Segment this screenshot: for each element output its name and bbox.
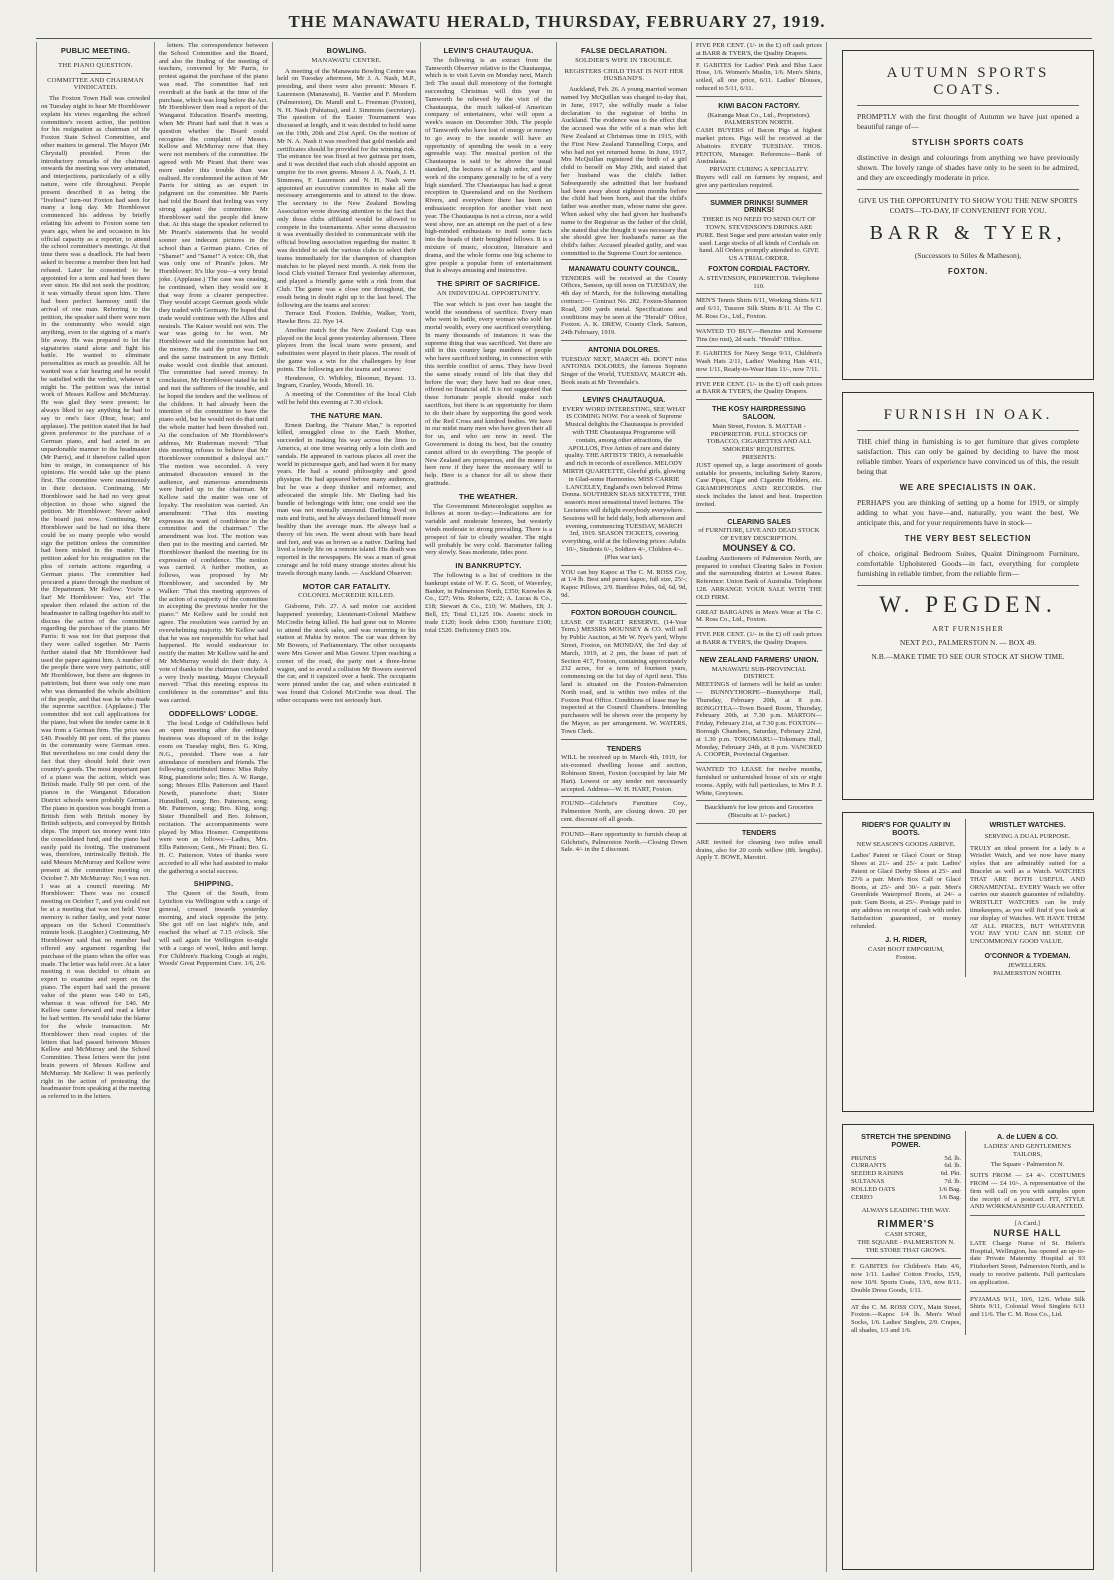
ad-body: FOUND—Gilchrist's Furniture Coy., Palmerston North, are closing down. 20 per cent. discount off all goods.: [561, 800, 687, 823]
price-item: PRUNES: [851, 1154, 877, 1162]
article-subheading: THE PIANO QUESTION.: [58, 61, 133, 69]
price-value: 1/6 Bag.: [938, 1185, 962, 1193]
ad-rimmers: [847, 1131, 966, 1335]
ad-firm-name: W. PEGDEN.: [879, 592, 1057, 617]
ad-body: F. GABITES for Ladies' Pink and Blue Lace Hose, 1/6. Women's Muslin, 1/6. Men's Shirts, soiled, all one price, 6/11. Ladies' Blouses, reduced to 5/11, 6/11.: [696, 61, 822, 92]
masthead-title: THE MANAWATU HERALD, THURSDAY, FEBRUARY 27, 1919.: [288, 12, 826, 31]
price-row: [851, 1178, 961, 1186]
article-heading: ODDFELLOWS' LODGE.: [168, 708, 259, 718]
ad-note: THE STORE THAT GROWS.: [865, 1246, 947, 1254]
article-body: Auckland, Feb. 26. A young married woman named Ivy McQuillan was charged to-day that, in June, 1917, she wilfully made a false declaration to the registrar of births in Auckland. The evidence was to the effect that the accused was the wife of a man who left New Zealand at Christmas time in 1915, with the First New Zealand Tunnelling Corps, and who had not yet returned home. In June, 1917, Mrs McQuillan registered the birth of a girl child to herself on May 29th, and stated that her husband was the child's father. Subsequently she admitted that her husband had been away about eighteen months before the child had been born, and that the child's father was another man, whose name she gave. When asked why she had given her husband's name to the Registrar as the father of the child, she stated that she thought it was necessary that she should give her husband's name as the child's father. Accused pleaded guilty, and was committed to the Supreme Court for sentence.: [561, 86, 687, 257]
ad-body: SUITS FROM — £4 4/-. COSTUMES FROM — £4 10/-. A representative of the firm will call on you with samples upon the receipt of a postcard. FIT, STYLE AND WORKMANSHIP GUARANTEED.: [970, 1172, 1085, 1211]
ad-subheading: LADIES' AND GENTLEMEN'S TAILORS,: [984, 1142, 1071, 1158]
ad-body: Leading Auctioneers of Palmerston North, are prepared to conduct Clearing Sales in Foxton and the surrounding district at Lowest Rates. Reference: Union Bank of Australia. Telephone 128. ARRANGE YOUR SALE WITH THE OLD FIRM.: [696, 554, 822, 601]
masthead-rule: [36, 38, 1092, 39]
ad-firm-sub: CASH BOOT EMPORIUM,: [868, 946, 944, 954]
ad-firm-sub: (Successors to Stiles & Matheson),: [914, 251, 1022, 260]
column-3: [273, 42, 420, 1572]
divider: [857, 430, 1079, 431]
article-body: The following is a list of creditors in the bankrupt estate of W. F. G. Scott, of Waverley, Banker, in Palmerston North, £350; Knowles & Co., £27; Wm. Roberts, £22; A. Lucas & Co., £18; Stewart & Co., £10; W. Mathers, £8; J. Bell, £5; Total £1,125 10s. Assets: stock in trade £120; book debts £300; furniture £100; total £520. Deficiency £605 10s.: [425, 572, 552, 634]
article-heading: MOTOR CAR FATALITY.: [302, 581, 391, 591]
article-body: Gisborne, Feb. 27. A sad motor car accident happened yesterday, Lieutenant-Colonel Matthew McCredie being killed. He had gone out to Morere to attend the stock sales, and was returning to his station at Mahia by motor. The car was driven by Mr Bowers, of Parliamentary. The other occupants were Mrs Gower and Miss Gower. Upon reaching a corner of the road, the party met a three-horse wagon, and to avoid a collision Mr Bowers swerved the car, and it capsized over a bank. The occupants were pinned under the car, and when extricated it was found that Colonel McCredie was dead. The other occupants were not seriously hurt.: [277, 603, 416, 704]
article-subheading: MANAWATU CENTRE.: [311, 56, 382, 64]
ad-firm-sub: ART FURNISHER: [932, 624, 1004, 633]
ad-body: TENDERS will be received at the County Offices, Sanson, up till noon on TUESDAY, the 4th day of March, for the following metalling contract:— Contract No. 282. Foxton-Shannon Road, 200 yards metal. Specifications and conditions may be seen at the "Herald" Office, Foxton. A. K. DREW, County Clerk. Sanson, 24th February, 1919.: [561, 274, 687, 337]
column-6: [692, 42, 826, 1572]
ad-firm-name: NURSE HALL: [993, 1227, 1062, 1238]
price-item: CEREO: [851, 1193, 873, 1201]
ad-heading: FOXTON BOROUGH COUNCIL.: [570, 607, 678, 617]
article-heading: FALSE DECLARATION.: [581, 46, 667, 55]
ad-subheading: SERVING A DUAL PURPOSE.: [984, 832, 1071, 840]
divider: [970, 1215, 1085, 1216]
price-row: [851, 1162, 961, 1170]
ad-firm-sub: CASH STORE,: [885, 1230, 927, 1238]
ad-body: LATE Charge Nurse of St. Helen's Hospital, Wellington, has opened an up-to-date Private Maternity Hospital at 93 Fitzherbert Street, Palmerston North, and is ready to receive patients. Full particulars on application.: [970, 1239, 1085, 1286]
ad-body: JUST opened up, a large assortment of goods suitable for presents, including Safety Razors, Case Pipes, Cigar and Cigarette Holders, etc. GRAMOPHONES AND RECORDS. Our stock includes the latest and best. Inspection invited.: [696, 461, 822, 508]
ad-body: WANTED TO BUY.—Benzine and Kerosene Tins (no rust), 2d each. "Herald" Office.: [696, 327, 822, 343]
ad-body: PYJAMAS 9/11, 10/6, 12/6. White Silk Shirts 9/11, Colonial Wool Singlets 6/11 and 11/6. The C. M. Ross Co., Ltd.: [970, 1295, 1085, 1319]
ad-body: A. STEVENSON, PROPRIETOR. Telephone 110.: [698, 274, 820, 290]
ad-body: AT the C. M. ROSS COY., Main Street, Foxton.—Kapoc 1/4 lb. Men's Wool Socks, 1/6. Ladies' Singlets, 2/9. Crapes, all shades, 1/3 and 1/6.: [851, 1303, 962, 1334]
ad-body: WILL be received up to March 4th, 1919, for six-roomed dwelling house and section, Robinson Street, Foxton (occupied by late Mr Hart). Lowest or any tender not necessarily accepted. Address—W. H. HART, Foxton.: [561, 754, 687, 793]
ad-wristlet-watches: [966, 819, 1089, 977]
ad-text: distinctive in design and colourings from anything we have previously shown. The lovely range of shades have only to be seen to be admired, and they are exceedingly moderate in price.: [857, 153, 1079, 182]
ad-address: THE SQUARE - PALMERSTON N.: [857, 1238, 955, 1246]
ad-body: F. GABITES for Children's Hats 4/6, now 1/11. Ladies' Cotton Frocks, 15/9, now 10/9. Sports Coats, 13/6, now 8/11. Double Dress Goods, 1/11.: [851, 1263, 962, 1294]
ad-heading: NEW ZEALAND FARMERS' UNION.: [699, 654, 819, 664]
ad-body: GREAT BARGAINS in Men's Wear at The C. M. Ross Co., Ltd., Foxton.: [696, 608, 822, 624]
ad-subheading: PRESENTS:: [741, 454, 777, 462]
ad-heading: THE KOSY HAIRDRESSING SALOON.: [712, 404, 806, 422]
price-value: 1/6 Bag.: [938, 1193, 962, 1201]
price-item: SEEDED RAISINS: [851, 1170, 904, 1178]
article-body: A meeting of the Manawatu Bowling Centre was held on Tuesday afternoon, Mr J. A. Nash, M.P., presiding, and there were also present: Messrs F. Laurenson (Manawatu), R. Vantier and F. Mordern (Palmerston), Dr. Mandl and L. Freeman (Foxton), N. H. Nash (Pahiatua), and J. Simmons (secretary). The question of the Easter Tournament was discussed at length, and it was decided to hold same on the 19th, 20th and 21st April. On the motion of Mr N. A. Nash it was resolved that gold medals and certificates should be provided for the winning rink. The entrance fee was fixed at two guineas per team, and it was decided that each club should appoint an umpire for its own greens. Messrs J. A. Nash, J. H. Simmons, F. Laurenson and N. H. Nash were appointed an executive committee to make all the necessary arrangements and to attend to the draw. The secretary to the New Zealand Bowling Association wrote drawing attention to the fact that only those clubs affiliated would be allowed to compete in the tournaments. After some discussion it was eventually decided to communicate with the official bowling association regarding the matter. It was decided to ask the various clubs to select their teams immediately for the champion of champion matches to be played next month. A rink from the local Club visited Terrace End yesterday afternoon, and played a friendly game with a rink from that Club. The game was a close one throughout, the result being in doubt right up to the last bowl. The following are the teams and scores:: [277, 67, 416, 309]
ad-heading: TENDERS: [741, 827, 777, 837]
article-body: A meeting of the Committee of the local Club will be held this evening at 7.30 o'clock.: [277, 391, 416, 407]
ad-body: MEN'S Tennis Shirts 6/11, Working Shirts 6/11 and 6/11, Tussore Silk Shirts 8/11. At The C. M. Ross Co., Ltd., Foxton.: [696, 297, 822, 320]
ad-address: The Square - Palmerston N.: [990, 1161, 1065, 1169]
divider: [970, 1291, 1085, 1292]
article-body: The Foxton Town Hall was crowded on Tuesday night to hear Mr Hornblower explain his views regarding the school committee's recent action, the petition for his resignation as chairman of the Foxton State School Committee, and other matters in general. The Mayor (Mr Chrystall) presided. From the introductory remarks of the chairman onwards the meeting was very animated, and interjections, particularly of a silly nature, were rife throughout. People present described it as being the "liveliest" turn-out Foxton had seen for many a long day. Mr Hornblower commenced his address by briefly relating his advent to Foxton some ten years ago, when he and occasion in his official capacity as a reporter, to attend the school committee's meetings. At that time there was a deadlock. He had been asked to become a member then but had refused. Later he consented to be appointed for a term and had been there ever since. He did not seek the position; it was virtually thrust upon him. There had been perfect harmony until the arrival of one man. Referring to the petition, the speaker said there were men in the community who would sign anything, even to the signing of a man's life away. He was prepared to let the signatories stand alone and fight his battle. He wanted to eliminate personalities as much as possible. All he wanted was a fair hearing and he would be satisfied with the verdict, whatever it might be. The petition was the initial work of Messrs Kellow and McMurray. He was glad they were present; he always liked to say anything he had to say to one's face (Hear, hear; and applause). The petition stated that he had given preference to the purchase of a German piano, and had acted in an unpardonable manner to the headmaster (Mr Parris), and it therefore called upon him to resign, in consequence of his opinions. He would take up the piano first. The committee were unanimously in their decision. Continuing, Mr Hornblower said he had no very great objection to those who signed the petition. Mr Hornblower: Never asked the board just now. Continuing, Mr Hornblower said he had no idea there could be so many people who would sign the petition unless the committee had been misled in the matter. The petition asked for his resignation on the plea of certain actions regarding a German piano. The committee had procured a piano through the medium of the Department. Mr Kellow: You're a liar! Mr Hornblower: Yes, sir! The speaker then related the action of the headmaster in calling together his staff to discuss the action of the committee regarding the purchase of the piano. Mr Parris: It was not for that purpose that they were called together. Mr Parris further stated that Mr Hornblower had used the paper against him. A number of the people there were very patriotic, still Mr Hornblower, but there are degrees in patriotism, but there was only one man who was demanded the whole abolition of the people, and that was he who made the supreme sacrifice. (Applause.) The committee did not call applications for the piano, but when the tender came in it was from a German firm. The price was £40. Possibly 80 per cent. of the pianos in the community were German ones. But nevertheless no one could deny the fact that they should hold their own country's goods. The most important part of a piano was the action, which was British made. Fully 90 per cent. of the pianos in the Wanganui Education District schools were probably German. The piano in question was bought from a British firm with British money by British subjects, and conveyed by British ships. The import tax money went into the consolidated fund, and the piano had easily paid its footing. The instrument was, therefore, intrinsically British. He said Messrs McMurray and Kellow were present at the committee meeting on October 7. Mr McMurray: No; I was not. I was at a council meeting. Mr Hornblower: There was no council meeting on October 7, and you could not be at a meeting that was not held. Your memory is rather faulty, and your name appears on the School Committee's minute book. (Laughter.) Continuing, Mr Hornblower said that no member had offered any argument regarding the purchase of the piano when the offer was made. The letter was held over. At a later meeting it was decided to obtain an expert to examine and report on the piano. The expert had said the present value of the piano was £40 to £45, whereas it was offered for £40. Mr Kellow came forward and read a letter he had written. He would take the blame for the whole transaction. Mr Hornblower then read copies of the letters that had passed between Messrs Kellow and McMurray and the School Committee. These letters were the joint brain powers of Messrs Kellow and McMurray. Mr Kellow: It was perfectly right in the action of protesting the headmaster from speaking at the meeting as referred to in the letters.: [41, 95, 151, 1101]
ad-title: FURNISH IN OAK.: [883, 407, 1053, 423]
article-body: The Government Meteorologist supplies as follows at noon to-day:—Indications are for variable and moderate breezes, but westerly winds moderate to strong prevailing. There is a prospect of fair to cloudy weather. The night will probably be very cold. Barometer falling very slowly. Seas moderate, tides poor.: [425, 502, 552, 557]
article-heading: THE SPIRIT OF SACRIFICE.: [436, 279, 541, 289]
ad-heading: ANTONIA DOLORES.: [588, 344, 660, 354]
column-4: [421, 42, 556, 1572]
ad-heading: A. de LUEN & CO.: [996, 1132, 1059, 1141]
ad-deluen: [966, 1131, 1089, 1335]
price-item: SULTANAS: [851, 1177, 885, 1185]
bowling-scores: Henderson, O. Whibley, Bloomer, Bryant. 13. Ingram, Cranley, Woods, Morell. 16.: [277, 374, 416, 390]
ad-heading: SUMMER DRINKS! SUMMER DRINKS!: [710, 197, 808, 215]
ad-body: Ladies' Patent or Glacé Court or Strap Shoes at 21/- and 25/- a pair. Ladies' Patent or Glacé Derby Shoes at 25/- and 27/6 a pair. Men's Box Calf or Glacé Boots, at 25/- and 30/- a pair. Men's Greenhide Waterproof Boots, at 24/- a pair. Gum Boots, at 25/-. Postage paid to any address on receipt of cash with order. Satisfaction guaranteed, or money refunded.: [851, 852, 962, 930]
divider: [857, 105, 1079, 106]
article-body: Another match for the New Zealand Cup was played on the local green yesterday afternoon. Three players from the local team were present, and substitutes were played in their places. The result of the game was a win for the challengers by four points. The following are the teams and scores:: [277, 326, 416, 373]
ad-boots-watches: [842, 812, 1094, 1112]
ad-text: THE chief thing in furnishing is to get furniture that gives complete satisfaction. This can only be gained by deciding to have the most reliable timber. Years of experience have convinced us of this, the result being that: [857, 437, 1079, 476]
article-subheading: AN INDIVIDUAL OPPORTUNITY.: [436, 289, 541, 297]
ad-body: ARE invited for cleaning two miles small drains, also for 20 cords willow (8ft. lengths). Apply T. BOWE, Marotiri.: [696, 838, 822, 862]
price-value: 6d. lb.: [944, 1162, 962, 1170]
article-body: The Queen of the South, from Lyttelton via Wellington with a cargo of general, crossed inwards yesterday morning, and stuck opposite the jetty. She got off on last night's tide, and reached the wharf at 7.15 o'clock. She will sail again for Wellington to-night with a cargo of wool, hides and hemp. For Children's Hacking Cough at night, Woods' Great Peppermint Cure. 1/6, 2/6.: [159, 890, 268, 968]
ad-body: EVERY WORD INTERESTING, SEE WHAT IS COMING NOW. For a week of Supreme Musical delights the Chautauqua is provided with THE Chautauqua Programme will contain, among other attractions, the APOLLOS, Five Artists of rare and dainty quality. THE ARTISTS' TRIO, A remarkable and rich in records of excellence. MELODY MIRTH QUARTETTE, Gleeful girls, glowing in Glad-some Harmonies. MISS CARRIE LANCELEY, England's own beloved Prima Donna. SOUTHERN SEAS SEXTETTE, THE season's most sensational travel lectures. The Lecturers will delight everybody everywhere. Sessions will be held daily, both afternoon and evening, commencing TUESDAY, MARCH 3rd, 1919. SEASON TICKETS, covering everything, sold at the following prices: Adults 10/-, Students 6/-, Soldiers 4/-, Children 4/-. (Plus war tax).: [561, 405, 687, 561]
article-subheading: COMMITTEE AND CHAIRMAN VINDICATED.: [47, 76, 144, 92]
ad-firm-name: J. H. RIDER,: [885, 935, 927, 945]
article-heading: THE NATURE MAN.: [310, 410, 383, 420]
column-2: [155, 42, 272, 1572]
ad-body: Buyers will call on farmers by request, and give any particulars required.: [696, 173, 822, 189]
article-heading: LEVIN'S CHAUTAUQUA.: [443, 46, 534, 55]
ad-firm-name: O'CONNOR & TYDEMAN.: [984, 950, 1071, 960]
ad-title: AUTUMN SPORTS COATS.: [886, 65, 1050, 98]
ad-body: LEASE OF TARGET RESERVE. (14-Year Term.) MESSRS MOUNSEY & CO. will sell by Public Auction, at Mr W. Nye's yard, Whyte Street, Foxton, on MONDAY, the 3rd day of March, 1919, at 2 pm, the lease of part of Section 417, Foxton, containing approximately 232 acres, for a term of fourteen years, commencing on the 1st day of April next. This land is situated on the Foxton-Palmerston North road, and is within two miles of the Foxton Post Office. Conditions of lease may be inspected at the Council Chambers. Intending purchasers will be shown over the property by the Mayor, as per arrangement. W. WATERS, Town Clerk.: [561, 618, 687, 735]
price-row: [851, 1155, 961, 1163]
ad-subheading: MANAWATU SUB-PROVINCIAL DISTRICT.: [711, 665, 807, 681]
article-subheading: COLONEL McCREDIE KILLED.: [298, 592, 395, 600]
ad-firm-sub: JEWELLERS.: [1008, 961, 1047, 969]
column-5: [557, 42, 691, 1572]
price-value: 5d. lb.: [944, 1154, 962, 1162]
ad-body: F. GABITES for Navy Serge 9/11, Children's Wash Hats 2/11, Ladies' Washing Hats 4/11, now 1/11, Ready-to-Wear Hats 11/-, now 7/11.: [696, 350, 822, 373]
ad-text: PERHAPS you are thinking of setting up a home for 1919, or simply adding to what you have—and, naturally, you want the best. We anticipate this, and for your requirements have in stock—: [857, 498, 1079, 527]
ad-note: N.B.—MAKE TIME TO SEE OUR STOCK AT SHOW TIME.: [871, 652, 1065, 661]
ad-address: NEXT P.O., PALMERSTON N. — BOX 49.: [899, 638, 1037, 647]
ad-body: FOUND—Rare opportunity to furnish cheap at Gilchrist's, Palmerston North.—Closing Down Sale. 4/- in the £ discount.: [561, 830, 687, 854]
ad-heading: WRISTLET WATCHES.: [989, 820, 1066, 829]
divider: [81, 73, 111, 74]
ad-body: TRULY an ideal present for a lady is a Wristlet Watch, and we now have many styles that are admirably suited for a Bracelet as well as a Watch. WATCHES THAT ARE BOTH USEFUL AND ORNAMENTAL. EVERY Watch we offer carries our staunch guarantee of reliability. WRISTLET WATCHES can be truly timekeepers, as you will find if you look at our display of Watches. WE HAVE THEM AT ALL PRICES, BUT WHATEVER YOU PAY YOU CAN BE SURE OF UNCOMMONLY GOOD VALUE.: [970, 844, 1085, 946]
price-row: [851, 1186, 961, 1194]
ad-town: FOXTON.: [947, 267, 989, 276]
article-body: The war which is just over has taught the world the soundness of sacrifice. Every man who went to battle, every woman who sold her mortal wealth, every one sacrificed everything. In many thousands of instances it was the supreme thing that was sacrificed. Yet there are still in this country large numbers of people who have sacrificed nothing, in connection with this terrible conflict of arms. They have lived the same steady round of life that they did before the war; they have had no dear ones, offered no financial aid. It is not suggested that these fortunate people should make such sacrifices, but there is an opportunity for them to do their share by supporting the good work of the Red Cross and kindred bodies. We have in our midst many men who have given their all for us, and who are now in need. The Government is doing its best, but the country cannot afford to do everything. The people of New Zealand are prosperous, and the money is here now if they have the necessary will to help. Here is a chance for all to show their gratitude.: [425, 300, 552, 488]
ad-rimmers-deluen: [842, 1124, 1094, 1570]
ad-body: FIVE PER CENT. (1/- in the £) off cash prices at BARR & TYER'S, the Quality Drapers.: [696, 631, 822, 646]
ad-heading: RIDER'S FOR QUALITY IN BOOTS.: [861, 820, 951, 837]
ad-town: Foxton.: [895, 953, 917, 961]
price-item: ROLLED OATS: [851, 1185, 896, 1193]
column-rule: [826, 42, 827, 1572]
ad-body: Bauckham's for low prices and Groceries (Biscuits at 1/- packet.): [704, 804, 814, 820]
ad-subheading: PRIVATE CURING A SPECIALITY.: [709, 166, 809, 174]
ad-body: WANTED TO LEASE for twelve months, furnished or unfurnished house of six or eight rooms. Apply, with full particulars, to Mrs P. J. White, Greytown.: [696, 766, 822, 797]
article-subheading: SOLDIER'S WIFE IN TROUBLE.: [575, 56, 673, 64]
ad-body: Main Street, Foxton. S. MATTAR - PROPRIETOR. FULL STOCKS OF TOBACCO, CIGARETTES AND ALL SMOKERS' REQUISITES.: [706, 422, 812, 454]
ad-firm-name: BARR & TYER,: [869, 222, 1067, 244]
price-item: CURRANTS: [851, 1162, 887, 1170]
ad-town: PALMERSTON NORTH.: [993, 969, 1062, 977]
ad-subheading: NEW SEASON'S GOODS ARRIVE.: [856, 840, 956, 848]
article-body: The following is an extract from the Tamworth Observer relative to the Chautauqua, which is to visit Levin on Monday next, March 3rd: The usual dull monotony of the fortnight succeeding Christmas will this year in Tamworth be relieved by the visit of the Chautauqua, the much talked-of American company of entertainers, who will open a week's season on December 30th. The people of Tamworth who have lost of energy or money to go away to the seaside will have an opportunity of spending the week in a very agreeable way. The musical portion of the Chautauqua is said to be above the usual standard, the lectures of a high order, and the work of the company generally to be of a very high standard. The Chautauqua has had a great reception in Queensland and on the Northern Rivers, and everywhere there has been an enthusiastic reception for another visit next year. The Chautauqua is not a circus, nor a wild west show, nor an attempt on the part of a few high-minded enthusiasts to instil some facts into the heads of their benighted fellows. It is a mixture of music, elocution, literature and drama, and the whole forms one big scheme to give people a popular form of entertainment that is always amusing and instructive.: [425, 56, 552, 275]
ad-body: THERE IS NO NEED TO SEND OUT OF TOWN. STEVENSON'S DRINKS ARE PURE. Best Sugar and pure artesian water only used. Large stocks of all kinds of Cordials on hand. All Orders promptly attended to. GIVE US A TRIAL ORDER.: [696, 216, 822, 263]
ad-heading: KIWI BACON FACTORY.: [718, 100, 800, 110]
ad-text: GIVE US THE OPPORTUNITY TO SHOW YOU THE NEW SPORTS COATS—TO-DAY, IF CONVENIENT FOR YOU.: [858, 196, 1078, 215]
ad-heading: STRETCH THE SPENDING POWER.: [861, 1132, 951, 1149]
article-subheading: REGISTERS CHILD THAT IS NOT HER HUSBAND'S.: [564, 67, 684, 83]
ad-emphasis: WE ARE SPECIALISTS IN OAK.: [899, 483, 1037, 492]
article-heading: THE WEATHER.: [459, 491, 518, 501]
ad-body: of FURNITURE, LIVE AND DEAD STOCK OF EVERY DESCRIPTION.: [698, 527, 820, 543]
divider: [857, 585, 1079, 586]
ad-body: CASH BUYERS of Bacon Pigs at highest market prices. Pigs will be received at the Abattoirs EVERY TUESDAY. THOS. FENTON, Manager. References—Bank of Australasia.: [696, 127, 822, 166]
ad-text: PROMPTLY with the first thought of Autumn we have just opened a beautiful range of—: [857, 112, 1079, 131]
article-public-meeting: [37, 42, 154, 1572]
masthead: [0, 0, 1114, 40]
ad-firm-name: MOUNSEY & CO.: [722, 543, 796, 554]
ad-body: TUESDAY NEXT, MARCH 4th. DON'T miss ANTONIA DOLORES, the famous Soprano Singer of the World, TUESDAY, MARCH 4th. Book seats at Mr Tevendale's.: [561, 355, 687, 387]
divider: [851, 1299, 961, 1300]
price-list: [851, 1155, 961, 1202]
ad-emphasis: STYLISH SPORTS COATS: [911, 138, 1025, 147]
ad-body: MEETINGS of farmers will be held as under:— BUNNYTHORPE—Bunnythorpe Hall, Thursday, February 20th, at 8 p.m. RONGOTEA—Town Board Room, Thursday, February 20th, at 7.30 p.m. MARTON—Friday, February 21st, at 7.30 p.m. FOXTON—Borough Chambers, Saturday, February 22nd, at 1.30 p.m. TOKOMARU—Tokomaru Hall, Monday, February 24th, at 8 p.m. VANCRED A. COOPER, Provincial Organiser.: [696, 681, 823, 759]
divider: [81, 58, 111, 59]
ad-card-label: [A Card.]: [1015, 1220, 1040, 1228]
article-body: Ernest Darling, the "Nature Man," is reported killed, smuggled close to the Earth Mother, succeeded in making his way across the lines to America, at one time wearing only a loin cloth and sandals. He appeared in various places all over the world in picturesque garb, and had worn it for many years. He had a sound philosophy and good physique. He had appeared before many audiences, but he was a deep thinker and reformer, and advocated the simple life. Mr Darling had his bundle of belongings with him; one could see the man was not mentally unsound. Darling lived on nuts and fruits, and he always declared himself more healthy than the average man. He always had a theory of his own. He went about with bare head and feet, and was as brown as a native. Darling had lived a lonely life on a remote island. His death was reported in the newspapers. He was a man of great courage and he told many strange stories about his travels through many lands. — Auckland Observer.: [277, 421, 416, 577]
bowling-scores: Terrace End. Foxton. Dobbie, Walker, Yortt, Hawke Bros. 22. Nye 14.: [277, 310, 416, 326]
ad-heading: TENDERS: [606, 743, 642, 753]
ad-furnish-in-oak: [842, 392, 1094, 800]
article-heading: PUBLIC MEETING.: [60, 46, 131, 55]
ad-rider-boots: [847, 819, 966, 977]
ad-firm-name: RIMMER'S: [877, 1219, 935, 1231]
ad-body: FIVE PER CENT. (1/- in the £) off cash prices at BARR & TYER'S, the Quality Drapers.: [696, 42, 822, 57]
ad-heading: CLEARING SALES: [727, 516, 791, 526]
ad-emphasis: THE VERY BEST SELECTION: [904, 534, 1032, 543]
price-value: 6d. Pkt.: [940, 1170, 962, 1178]
ad-subheading: FOXTON CORDIAL FACTORY.: [708, 263, 810, 273]
price-value: 7d. lb.: [944, 1177, 962, 1185]
article-body: The local Lodge of Oddfellows held an open meeting after the ordinary business was disposed of in the lodge room on Tuesday night, Bro. G. King, N.G., presided. There was a fair attendance of members and friends. The following contributed items: Miss Ruby Ring, pianoforte solo; Bro. A. W. Range, song; Messrs Ellis Patterson and Hazel Newth, pianoforte duet; Sister Hunnilbell, song; Bro. Patterson, song; Mr. Patterson, song; Bro. King, song; Sister Hunnilbell and Bro. Johnson, recitation. The accompaniments were played by Miss Hosmer. Competitions were won as follows:—Ladies, Mrs. Ellis Patterson; Gent., Mr Pirani; Bro. G. H. C. Patterson. Votes of thanks were accorded to all who had assisted to make the gathering a social success.: [159, 719, 268, 875]
ad-text: of choice, original Bedroom Suites, Quaint Diningroom Furniture, comfortable Upholstered Goods—in fact, everything for complete furnishing in reliable timber, from the reliable firm—: [857, 549, 1079, 578]
ad-autumn-sports-coats: [842, 50, 1094, 380]
divider: [857, 189, 1079, 190]
article-heading: IN BANKRUPTCY.: [455, 561, 522, 571]
divider: [851, 1258, 961, 1259]
article-heading: SHIPPING.: [193, 879, 234, 889]
ad-tagline: ALWAYS LEADING THE WAY.: [861, 1207, 951, 1215]
article-body: letters. The correspondence between the School Committee and the Board, and also the finding of the meeting of teachers, convened by Mr Parris, to protest against the purchase of the piano was read. The committee had not overdraft at the bank at the time of the purchase, which was long before the Act. Mr Hornblower then read a report of the Wanganui Education Board's meeting, when Mr Pirani had said that it was a question whether the Board could recognise the complaint of Messrs. Kellow and McMurray now that they were not members of the committee. He agreed with Mr Pirani that there was more under this trouble than was realised. He condemned the action of Mr Parris for sitting as an expert in judgment on the committee. Mr Parris had told the Board that feeling was very strong against the committee. Mr Hornblower said the people did know that. At this stage the speaker referred to Mr Pirani's statements that he would sooner see indecent pictures in the school than a German piano. Cries of "Shame!" and "Same!" A voice: Oh, that was only one of Pirani's jokes. Mr Hornblower: It's like you—a very brutal joke. (Applause.) The case was ceasing, he continued, when they would see it that way from a clearer perspective. They would accept German goods while they traded with Germany. He hoped that trade would continue with the Allies and neutrals. The Kaiser would not win. The war was going to be won. Mr Hornblower said the committee had not the money. He said the price was £40, and the same instrument in any British make would cost double that amount. The committee had saved money. In conclusion, Mr Hornblower stated he felt and met the sufferers of the trouble, and he hoped the tenders and the wellness of the children. It had already been the intention of the committee to have the piano sold, but he would not do that until the whole matter had been threshed out. At the conclusion of Mr Hornblower's address, Mr Ruderman moved: "That this meeting refuses to believe that Mr Hornblower committed a disloyal act." The motion was seconded. A very animated discussion ensued in the audience, and numerous amendments were hurled up to the chairman. Mr Kellow said the matter was one of loyalty. The resolution was carried. An amendment: "That this meeting expresses its want of confidence in the committee and the chairman." The amendment was lost. The motion was then put to the meeting and carried. Mr Hornblower thanked the meeting for its expression of confidence. The motion was carried. A further motion, as follows, was proposed by Mr Hornblower, and seconded by Mr Walker: "That this meeting approves of the action of a majority of the committee in accepting the previous tender for the piano." Mr Kellow said he could not agree. The resolution was carried by an overwhelming majority. Mr Kellow said that he was not responsible for what had happened. He would endeavour to rectify the matter. Mr Kellow said he and Mr McMurray would do their duty. A vote of thanks to the chairman concluded a very lively meeting. Mayor Chrystall moved: "That this meeting express its confidence in the committee" and this was carried.: [159, 42, 268, 704]
ad-subheading: PALMERSTON NORTH.: [724, 119, 794, 127]
ad-heading: MANAWATU COUNTY COUNCIL.: [568, 263, 680, 273]
ad-body: FIVE PER CENT. (1/- in the £) off cash prices at BARR & TYER'S, the Quality Drapers.: [696, 380, 822, 396]
price-row: [851, 1194, 961, 1202]
price-row: [851, 1170, 961, 1178]
ad-heading: LEVIN'S CHAUTAUQUA.: [582, 394, 666, 404]
article-heading: BOWLING.: [326, 46, 367, 55]
ad-body: YOU can buy Kapoc at The C. M. ROSS Coy, at 1/4 lb. Best and purest kapoc, full size, 25/-; Kapoc Pillows, 2/9. Bamboo Poles, 6d, 6d, 9d, 9d.: [561, 568, 687, 599]
ad-subheading: (Kairanga Meat Co., Ltd., Proprietors).: [707, 111, 811, 119]
